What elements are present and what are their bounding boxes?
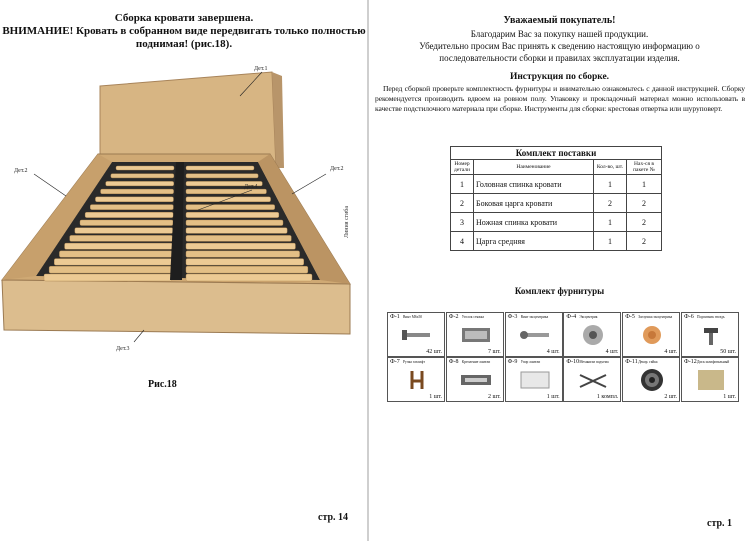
hardware-name: Заглушка эксцентрика [638, 315, 673, 319]
hardware-qty: 50 шт. [720, 349, 736, 355]
table-row [451, 213, 662, 232]
cell-bag: 2 [627, 213, 662, 232]
hardware-code: Ф-6 [684, 314, 694, 320]
slat [186, 197, 271, 202]
cell-name: Головная спинка кровати [474, 175, 594, 194]
kit-table [450, 146, 662, 251]
label-d2-left: Дет.2 [14, 168, 28, 174]
slat [85, 212, 173, 217]
footboard [2, 280, 350, 334]
slat [101, 189, 174, 194]
instruction-title: Инструкция по сборке. [509, 72, 610, 82]
label-d1: Дет.1 [254, 66, 268, 72]
hardware-code: Ф-9 [507, 359, 518, 365]
nut-icon [635, 367, 669, 393]
hardware-qty: 2 шт. [664, 394, 678, 400]
cell-qty: 1 [594, 232, 627, 251]
cell-name: Боковая царга кровати [474, 194, 594, 213]
screw-icon [518, 322, 552, 348]
cell-number: 2 [451, 194, 474, 213]
hardware-qty: 1 шт. [723, 394, 736, 400]
eccentric-icon [576, 322, 610, 348]
hardware-code: Ф-7 [390, 359, 400, 365]
cell-number: 1 [451, 175, 474, 194]
hardware-item [446, 312, 504, 357]
intro-text [369, 28, 750, 64]
hardware-qty: 1 шт. [429, 394, 442, 400]
hardware-item [505, 357, 563, 402]
hardware-item [387, 312, 445, 357]
hardware-qty: 4 шт. [664, 349, 678, 355]
intro-line-2: Убедительно просим Вас принять к сведению настоящую информацию о [419, 41, 700, 51]
hardware-name: Винт М6х50 [403, 315, 423, 319]
intro-line-1: Благодарим Вас за покупку нашей продукции. [470, 29, 649, 39]
bed-figure [0, 58, 368, 358]
cell-bag: 2 [627, 232, 662, 251]
holder-icon [459, 367, 493, 393]
hardware-name: Подпятник гвоздь [697, 315, 725, 319]
hardware-item [681, 357, 739, 402]
right-page [369, 0, 750, 541]
slat [65, 243, 173, 249]
hardware-item [387, 357, 445, 402]
hardware-name: Упор ламели [520, 360, 541, 364]
hardware-code: Ф-2 [448, 314, 459, 320]
slat [186, 251, 300, 257]
handle-icon [400, 367, 434, 393]
bed-illustration [0, 58, 368, 358]
table-row [451, 232, 662, 251]
fold-line-note: Линия сгиба [344, 205, 350, 238]
hardware-name: Крепление ламели [461, 360, 491, 364]
kit-header-bag: Нах-ся в пакете № [627, 160, 662, 175]
slat [116, 166, 174, 170]
cell-qty: 1 [594, 175, 627, 194]
hardware-item [622, 357, 680, 402]
hardware-code: Ф-5 [625, 314, 635, 320]
pad-icon [694, 367, 728, 393]
hardware-item [563, 312, 621, 357]
hardware-name: Винт эксцентрика [520, 315, 549, 319]
greeting: Уважаемый покупатель! [503, 15, 616, 26]
hardware-item [446, 357, 504, 402]
lift-icon [576, 367, 610, 393]
hardware-code: Ф-4 [566, 314, 577, 320]
left-page-title [0, 12, 368, 51]
slat [106, 181, 174, 185]
hardware-qty: 2 шт. [488, 394, 501, 400]
slat [75, 228, 173, 234]
cell-name: Царга средняя [474, 232, 594, 251]
intro-line-3: последовательности сборки и правилах эксплуатации изделия. [439, 53, 680, 63]
kit-table-caption: Комплект поставки [451, 147, 662, 160]
slat [186, 274, 312, 281]
label-d2-right: Дет.2 [330, 166, 344, 172]
left-page [0, 0, 368, 541]
bolt-icon [400, 322, 434, 348]
hardware-qty: 4 шт. [605, 349, 619, 355]
instruction-text: Перед сборкой проверьте комплектность фурнитуры и внимательно ознакомьтесь с данной инструкцией. Сборку рекомендуется производить вдвоем на ровном полу. Упаковку и прокладочный материал можно использовать в качестве подстилочного материала при сборке. Инструменты для сборки: крестовая отвертка или шуруповерт. [375, 84, 745, 113]
slat [80, 220, 173, 226]
slat [70, 235, 173, 241]
hardware-code: Ф-12 [684, 359, 697, 365]
plate-icon [518, 367, 552, 393]
slat [54, 259, 172, 266]
slat [186, 228, 287, 234]
slat [59, 251, 172, 257]
slat [95, 197, 173, 202]
slat [186, 220, 283, 226]
hardware-code: Ф-10 [566, 359, 580, 365]
slat [186, 205, 275, 210]
hardware-name: Уголок стяжка [461, 315, 484, 319]
cell-qty: 2 [594, 194, 627, 213]
hardware-title: Комплект фурнитуры [514, 286, 605, 296]
hardware-item [622, 312, 680, 357]
hardware-name: Диск шлифовальный [697, 360, 730, 364]
hardware-name: Декор. гайка [638, 360, 658, 364]
bracket-icon [459, 322, 493, 348]
table-row [451, 175, 662, 194]
hardware-name: Эксцентрик [579, 315, 598, 319]
label-d3: Дет.3 [116, 346, 130, 352]
slat [186, 259, 304, 266]
right-page-number: стр. 1 [707, 518, 733, 529]
kit-header-number: Номер детали [451, 160, 474, 175]
hardware-qty: 1 шт. [546, 394, 560, 400]
figure-caption: Рис.18 [148, 379, 177, 390]
slat [111, 174, 174, 178]
slat [186, 243, 295, 249]
hardware-name: Ручка газлифт [403, 360, 425, 364]
cell-qty: 1 [594, 213, 627, 232]
left-page-number: стр. 14 [318, 512, 349, 523]
slat [49, 266, 172, 273]
slat [90, 205, 173, 210]
slat [186, 212, 279, 217]
cell-bag: 1 [627, 175, 662, 194]
hardware-item [563, 357, 621, 402]
slat [186, 266, 308, 273]
title-line-2: ВНИМАНИЕ! Кровать в собранном виде передвигать только полностью [2, 25, 366, 37]
cap-icon [635, 322, 669, 348]
hardware-qty: 1 компл. [596, 394, 619, 400]
cell-bag: 2 [627, 194, 662, 213]
slat [44, 274, 172, 281]
slat [186, 166, 254, 170]
hardware-item [681, 312, 739, 357]
hardware-code: Ф-3 [507, 314, 518, 320]
label-d4: Дет.4 [244, 184, 258, 190]
cell-number: 4 [451, 232, 474, 251]
hardware-item [505, 312, 563, 357]
slat [186, 174, 258, 178]
cell-number: 3 [451, 213, 474, 232]
hardware-name: Механизм подъема [579, 360, 609, 364]
kit-header-qty: Кол-во, шт. [594, 160, 627, 175]
table-row [451, 194, 662, 213]
hardware-qty: 42 шт. [426, 349, 442, 355]
hardware-qty: 7 шт. [488, 349, 501, 355]
hardware-code: Ф-8 [448, 359, 459, 365]
kit-header-name: Наименование [474, 160, 594, 175]
hardware-qty: 4 шт. [546, 349, 560, 355]
cell-name: Ножная спинка кровати [474, 213, 594, 232]
hardware-code: Ф-11 [625, 359, 638, 365]
hardware-code: Ф-1 [390, 314, 400, 320]
title-line-1: Сборка кровати завершена. [114, 12, 254, 24]
title-line-3: поднимая! (рис.18). [135, 38, 233, 50]
glide-icon [694, 322, 728, 348]
slat [186, 235, 291, 241]
